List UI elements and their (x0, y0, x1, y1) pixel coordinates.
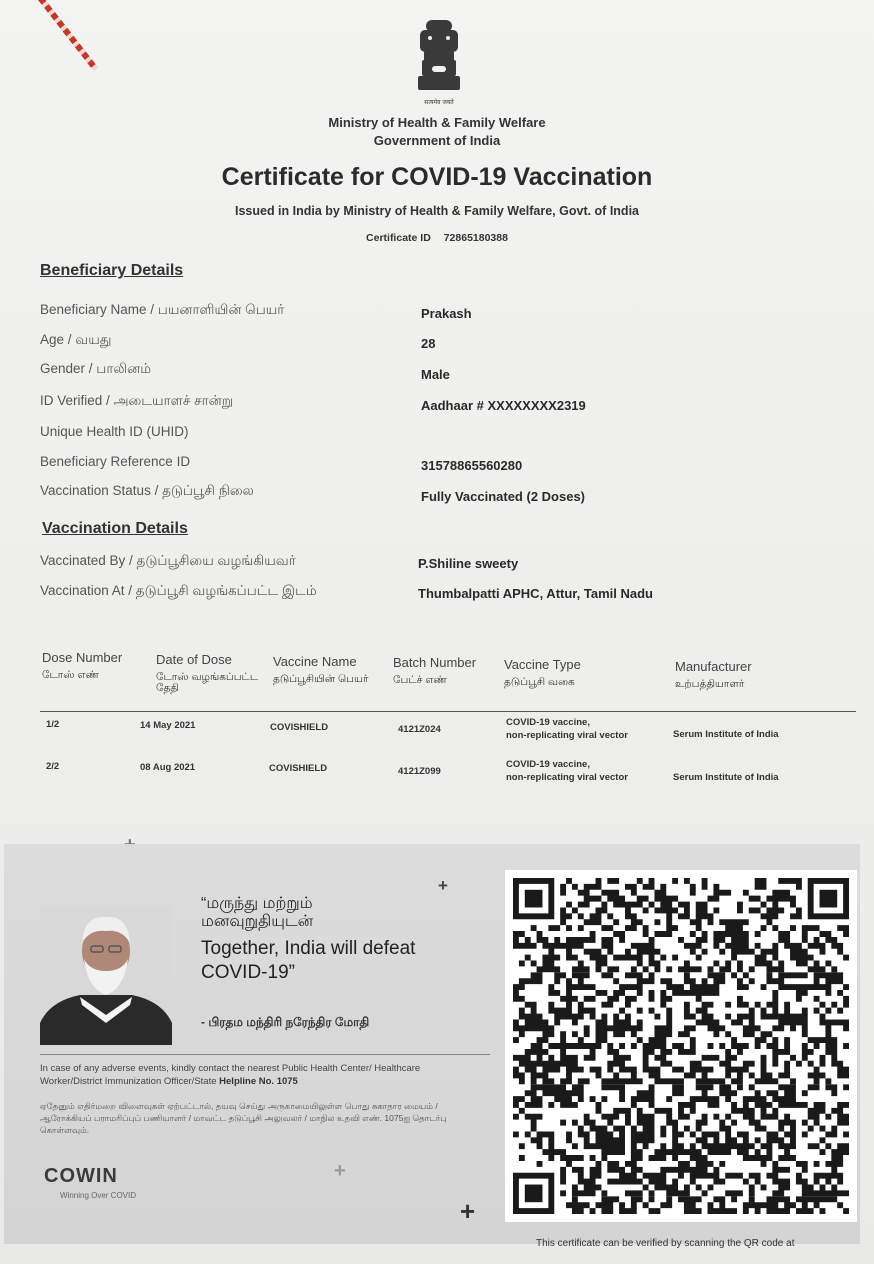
batch-number-cell: 4121Z024 (398, 724, 441, 735)
certificate-id (0, 232, 874, 244)
vaccinated-by-label: Vaccinated By / தடுப்பூசியை வழங்கியவர் (40, 553, 296, 568)
manufacturer-cell: Serum Institute of India (673, 729, 779, 740)
qr-code[interactable] (505, 870, 857, 1222)
beneficiary-heading: Beneficiary Details (40, 262, 184, 279)
helpline-text-tamil: ஏதேனும் எதிர்மறை விளைவுகள் ஏற்பட்டால், தயவு செய்து அருகாமையிலுள்ள பொது சுகாதார மையம் / ஆரோக்கியப் பராமரிப்புப் பணியாளர் / மாவட்ட தடுப்பூசி அலுவலர் / மாநில உதவி எண். 1075ஐ தொடர்பு கொள்ளவும். (40, 1101, 447, 1135)
col-date-of-dose: Date of Dose டோஸ் வழங்கப்பட்ட தேதி (156, 652, 259, 694)
table-divider (40, 711, 856, 712)
beneficiary-name-label: Beneficiary Name / பயனாளியின் பெயர் (40, 302, 285, 317)
qr-verification-note: This certificate can be verified by scanning the QR code at (536, 1238, 795, 1249)
plus-mark-icon: + (438, 876, 448, 895)
id-verified-label: ID Verified / அடையாளச் சான்று (40, 393, 233, 408)
vaccine-type-cell: COVID-19 vaccine, non-replicating viral vector (506, 759, 628, 783)
certificate-id-value: 72865180388 (443, 232, 508, 244)
cowin-logo: COWIN (44, 1165, 118, 1187)
col-batch-number: Batch Number பேட்ச் எண் (393, 655, 477, 686)
cowin-tagline: Winning Over COVID (60, 1191, 137, 1200)
national-emblem-icon (412, 16, 466, 108)
reference-id-label: Beneficiary Reference ID (40, 454, 191, 469)
vaccination-at-value: Thumbalpatti APHC, Attur, Tamil Nadu (418, 586, 653, 601)
certificate-subtitle: Issued in India by Ministry of Health & Family Welfare, Govt. of India (234, 204, 639, 218)
plus-mark-icon: + (460, 1196, 476, 1226)
vaccination-status-label: Vaccination Status / தடுப்பூசி நிலை (40, 483, 254, 498)
plus-mark-icon: + (334, 1160, 346, 1182)
gender-label: Gender / பாலினம் (40, 361, 152, 376)
red-thread-decoration (38, 0, 98, 71)
vaccination-at-label: Vaccination At / தடுப்பூசி வழங்கப்பட்ட இடம் (40, 583, 317, 598)
divider-line (40, 1054, 490, 1055)
government-name: Government of India (373, 133, 501, 148)
quote-english: Together, India will defeat COVID-19” (201, 938, 416, 983)
qr-finder-pattern (808, 878, 849, 919)
batch-number-cell: 4121Z099 (398, 766, 441, 777)
pm-quote (201, 895, 481, 985)
quote-tamil-line-1: “மருந்து மற்றும் (201, 895, 313, 912)
age-label: Age / வயது (40, 332, 112, 347)
qr-modules (513, 878, 849, 1214)
col-dose-number: Dose Number டோஸ் எண் (42, 650, 123, 681)
certificate-id-label: Certificate ID (366, 232, 431, 244)
dose-number-cell: 2/2 (46, 761, 60, 772)
prime-minister-photo (40, 905, 172, 1045)
vaccinated-by-value: P.Shiline sweety (418, 556, 519, 571)
beneficiary-name-value: Prakash (421, 306, 472, 321)
helpline-text: In case of any adverse events, kindly contact the nearest Public Health Center/ Healthcare Worker/District Immunization Officer/State Helpline No. 1075 (40, 1063, 421, 1087)
age-value: 28 (421, 336, 436, 351)
vaccine-name-cell: COVISHIELD (269, 763, 328, 774)
dose-date-cell: 14 May 2021 (140, 720, 196, 731)
helpline-number: Helpline No. 1075 (219, 1076, 298, 1087)
col-manufacturer: Manufacturer உற்பத்தியாளர் (675, 659, 752, 690)
certificate-title: Certificate for COVID-19 Vaccination (221, 163, 653, 191)
id-verified-value: Aadhaar # XXXXXXXX2319 (421, 398, 586, 413)
quote-author: - பிரதம மந்திரி நரேந்திர மோதி (201, 1015, 370, 1029)
qr-finder-pattern (513, 1173, 554, 1214)
vaccine-type-cell: COVID-19 vaccine, non-replicating viral vector (506, 717, 628, 741)
vaccination-status-value: Fully Vaccinated (2 Doses) (421, 489, 586, 504)
col-vaccine-name: Vaccine Name தடுப்பூசியின் பெயர் (273, 654, 369, 685)
qr-finder-pattern (513, 878, 554, 919)
vaccination-heading: Vaccination Details (42, 520, 188, 537)
vaccine-name-cell: COVISHIELD (270, 722, 329, 733)
manufacturer-cell: Serum Institute of India (673, 772, 779, 783)
ministry-name: Ministry of Health & Family Welfare (328, 115, 546, 130)
gender-value: Male (421, 367, 450, 382)
uhid-label: Unique Health ID (UHID) (40, 424, 189, 439)
dose-number-cell: 1/2 (46, 719, 60, 730)
emblem-caption: सत्यमेव जयते (424, 99, 454, 106)
quote-tamil-line-2: மனவுறுதியுடன் (201, 913, 314, 930)
reference-id-value: 31578865560280 (421, 458, 523, 473)
col-vaccine-type: Vaccine Type தடுப்பூசி வகை (504, 657, 581, 688)
dose-date-cell: 08 Aug 2021 (140, 762, 196, 773)
